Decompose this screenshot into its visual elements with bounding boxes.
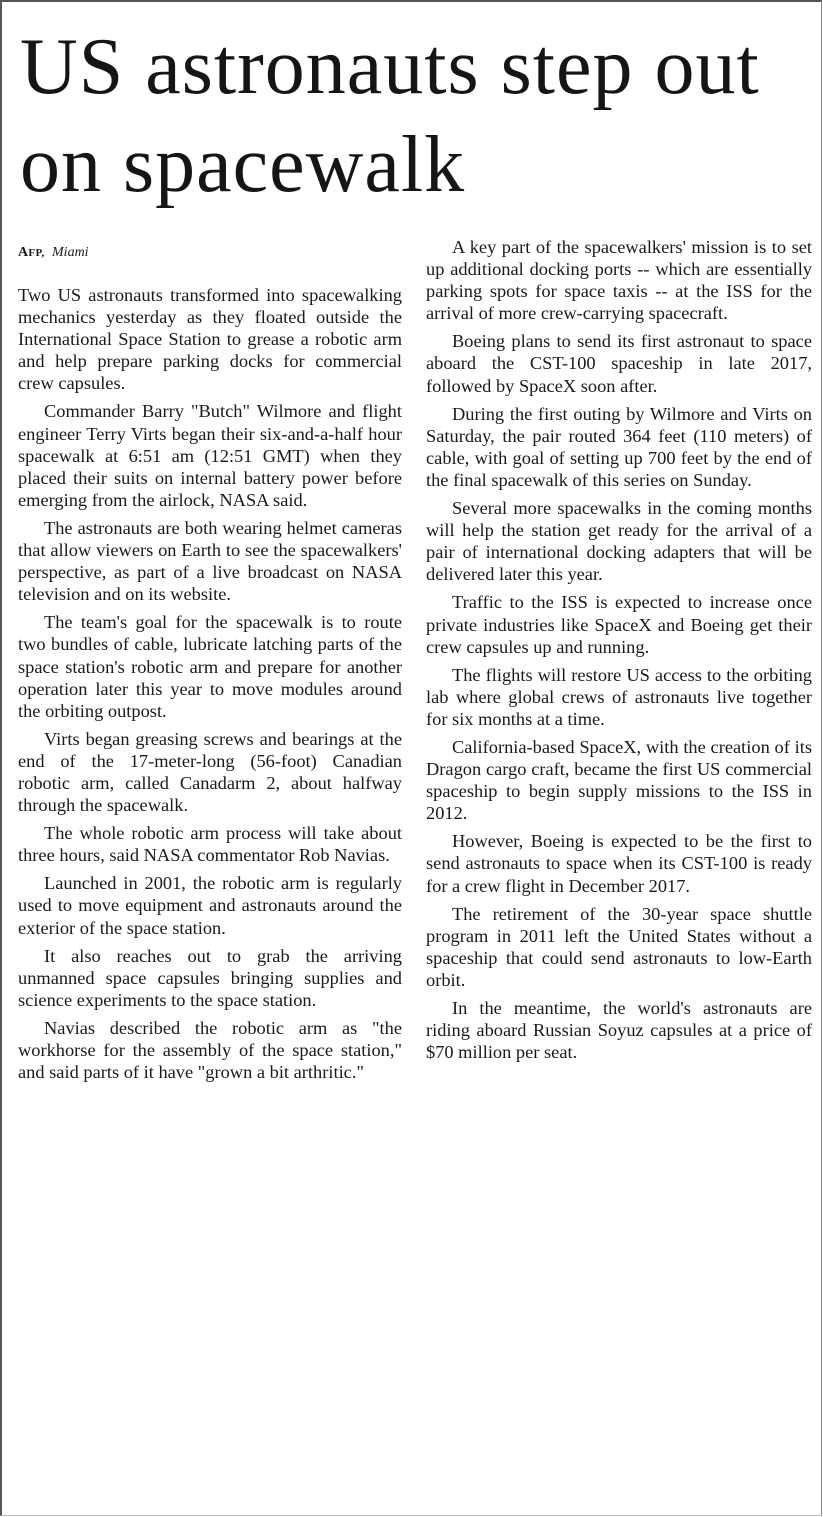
paragraph: Traffic to the ISS is expected to increase once private industries like SpaceX and Boeing get their crew capsules up and running. xyxy=(426,592,812,657)
paragraph: The astronauts are both wearing helmet cameras that allow viewers on Earth to see the spacewalkers' perspective, as part of a live broadcast on NASA television and on its website. xyxy=(18,517,402,605)
byline-agency-initial: A xyxy=(18,245,29,260)
paragraph: Commander Barry "Butch" Wilmore and flight engineer Terry Virts began their six-and-a-half hour spacewalk at 6:51 am (12:51 GMT) when they placed their suits on internal battery power before emerging from the airlock, NASA said. xyxy=(18,401,402,510)
paragraph: Boeing plans to send its first astronaut to space aboard the CST-100 spaceship in late 2017, followed by SpaceX soon after. xyxy=(426,331,812,396)
paragraph: Several more spacewalks in the coming months will help the station get ready for the arrival of a pair of international docking adapters that will be delivered later this year. xyxy=(426,498,812,585)
paragraph: The team's goal for the spacewalk is to route two bundles of cable, lubricate latching parts of the space station's robotic arm and prepare for another operation later this year to move modules around the orbiting outpost. xyxy=(18,612,402,721)
paragraph: A key part of the spacewalkers' mission is to set up additional docking ports -- which are essentially parking spots for space taxis -- at the ISS for the arrival of more crew-carrying spacecraft. xyxy=(426,237,812,324)
paragraph: The retirement of the 30-year space shuttle program in 2011 left the United States without a spaceship that could send astronauts to low-Earth orbit. xyxy=(426,903,812,990)
article-column-left xyxy=(18,236,402,1089)
paragraph: Virts began greasing screws and bearings at the end of the 17-meter-long (56-foot) Canadian robotic arm, called Canadarm 2, about halfway through the spacewalk. xyxy=(18,728,402,816)
paragraph: The flights will restore US access to the orbiting lab where global crews of astronauts live together for six months at a time. xyxy=(426,664,812,729)
byline-agency-rest: FP, xyxy=(28,247,45,259)
paragraph: The whole robotic arm process will take about three hours, said NASA commentator Rob Navias. xyxy=(18,823,402,866)
byline-dateline: Miami xyxy=(52,245,89,260)
paragraph: Launched in 2001, the robotic arm is regularly used to move equipment and astronauts around the exterior of the space station. xyxy=(18,873,402,938)
byline-agency xyxy=(18,245,45,260)
paragraph: However, Boeing is expected to be the first to send astronauts to space when its CST-100 is ready for a crew flight in December 2017. xyxy=(426,831,812,896)
byline xyxy=(18,242,402,264)
paragraph: Two US astronauts transformed into spacewalking mechanics yesterday as they floated outside the International Space Station to grease a robotic arm and help prepare parking docks for commercial crew capsules. xyxy=(18,285,402,394)
paragraph: In the meantime, the world's astronauts are riding aboard Russian Soyuz capsules at a price of $70 million per seat. xyxy=(426,998,812,1063)
article-column-right xyxy=(426,236,812,1069)
paragraph: California-based SpaceX, with the creation of its Dragon cargo craft, became the first US commercial spaceship to begin supply missions to the ISS in 2012. xyxy=(426,736,812,824)
paragraph: It also reaches out to grab the arriving unmanned space capsules bringing supplies and science experiments to the space station. xyxy=(18,945,402,1010)
paragraph: During the first outing by Wilmore and Virts on Saturday, the pair routed 364 feet (110 meters) of cable, with goal of setting up 700 feet by the end of the final spacewalk of this series on Sunday. xyxy=(426,403,812,490)
headline: US astronauts step out on spacewalk xyxy=(20,23,760,209)
paragraph: Navias described the robotic arm as "the workhorse for the assembly of the space station," and said parts of it have "grown a bit arthritic." xyxy=(18,1017,402,1083)
